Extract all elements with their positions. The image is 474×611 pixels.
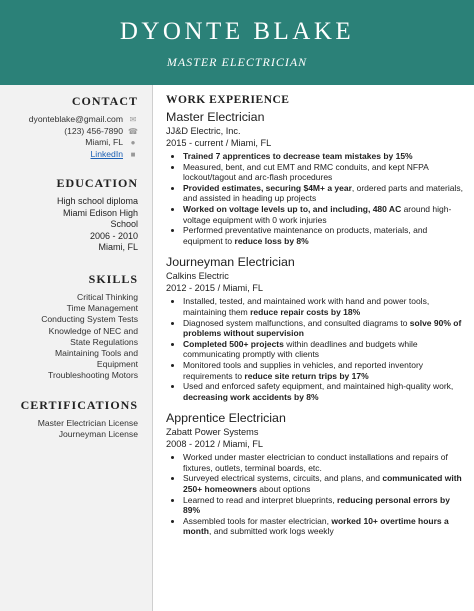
job-bullet xyxy=(183,204,466,225)
bullet-highlight: solve 90% of problems without supervision xyxy=(183,317,462,339)
job-company: Calkins Electric xyxy=(166,271,229,282)
bullet-text: , and submitted work logs weekly xyxy=(208,526,334,537)
linkedin-link[interactable]: LinkedIn xyxy=(90,148,123,159)
job-bullet xyxy=(183,495,466,516)
bullet-text: Performed preventative maintenance on products, materials, and equipment to xyxy=(183,225,428,246)
job-bullet xyxy=(183,473,466,494)
job-bullet xyxy=(183,381,466,402)
sidebar xyxy=(0,85,153,611)
job-bullet xyxy=(183,151,466,162)
contact-heading: CONTACT xyxy=(71,94,138,108)
job-entry xyxy=(166,255,466,402)
job-bullet xyxy=(183,452,466,473)
email-row xyxy=(29,114,138,126)
bullet-text: around high-voltage equipment with 0 work injuries xyxy=(183,203,452,225)
header-banner xyxy=(0,0,474,85)
bullet-text: about options xyxy=(256,484,311,495)
skill-item: Equipment xyxy=(96,359,138,370)
job-entry xyxy=(166,411,466,537)
skill-item: Time Management xyxy=(66,303,138,314)
location-text: Miami, FL xyxy=(85,137,123,148)
skill-item: Conducting System Tests xyxy=(41,314,138,325)
education-line: School xyxy=(110,219,138,230)
education-line: High school diploma xyxy=(56,196,138,206)
bullet-highlight: worked 10+ overtime hours a month xyxy=(183,515,449,537)
phone-icon: ☎ xyxy=(128,126,138,136)
skill-item: Troubleshooting Motors xyxy=(48,370,138,381)
certifications-heading: CERTIFICATIONS xyxy=(20,398,138,412)
skill-item: Maintaining Tools and xyxy=(55,348,138,359)
candidate-title: MASTER ELECTRICIAN xyxy=(166,55,308,69)
bullet-highlight: Trained 7 apprentices to decrease team mistakes by 15% xyxy=(183,151,413,161)
job-list xyxy=(166,110,466,537)
job-bullet xyxy=(183,225,466,246)
bullet-text: Monitored tools and supplies in vehicles, and reported inventory requirements to xyxy=(183,359,424,381)
job-dates: 2008 - 2012 / Miami, FL xyxy=(166,439,264,450)
job-bullet-list xyxy=(166,151,466,246)
job-title: Journeyman Electrician xyxy=(166,255,295,270)
job-dates: 2012 - 2015 / Miami, FL xyxy=(166,283,264,294)
education-section xyxy=(57,176,138,254)
job-company: Zabatt Power Systems xyxy=(166,427,259,438)
bullet-text: Worked under master electrician to conduct installations and repairs of fixtures, outlets, terminal boards, etc. xyxy=(183,452,448,473)
job-bullet xyxy=(183,516,466,537)
bullet-text: Used and enforced safety equipment, and maintained high-quality work, xyxy=(183,381,454,392)
bullet-highlight: communicated with 250+ homeowners xyxy=(183,473,462,495)
bullet-highlight: reduce repair costs by 18% xyxy=(250,306,361,317)
job-company: JJ&D Electric, Inc. xyxy=(166,126,241,136)
job-bullet-list xyxy=(166,296,466,402)
skill-item: State Regulations xyxy=(70,336,138,347)
bullet-text: Surveyed electrical systems, circuits, and plans, and xyxy=(183,473,383,484)
phone-text: (123) 456-7890 xyxy=(64,125,123,136)
bullet-text: Assembled tools for master electrician, xyxy=(183,515,332,526)
job-dates: 2015 - current / Miami, FL xyxy=(166,138,272,148)
job-bullet xyxy=(183,183,466,204)
main-content xyxy=(166,94,466,546)
education-line: Miami Edison High xyxy=(62,207,138,218)
bullet-highlight: reduce loss by 8% xyxy=(234,235,309,246)
bullet-highlight: reduce site return trips by 17% xyxy=(244,370,369,381)
skills-heading: SKILLS xyxy=(88,272,138,286)
job-bullet xyxy=(183,339,466,360)
job-title: Master Electrician xyxy=(166,110,265,124)
skill-item: Knowledge of NEC and xyxy=(48,325,138,336)
linkedin-icon: ■ xyxy=(130,149,136,159)
bullet-highlight: Completed 500+ projects xyxy=(183,338,284,349)
skill-item: Critical Thinking xyxy=(77,292,138,302)
job-title: Apprentice Electrician xyxy=(166,411,286,426)
job-bullet xyxy=(183,360,466,381)
certification-item: Journeyman License xyxy=(58,429,138,440)
email-text: dyonteblake@gmail.com xyxy=(28,114,123,124)
certification-item: Master Electrician License xyxy=(37,418,138,428)
contact-section xyxy=(29,94,138,160)
bullet-highlight: Provided estimates, securing $4M+ a year xyxy=(183,182,352,193)
envelope-icon: ✉ xyxy=(129,115,137,124)
job-bullet xyxy=(183,296,466,317)
candidate-name: DYONTE BLAKE xyxy=(119,18,355,45)
location-pin-icon: ● xyxy=(130,138,136,148)
education-line: Miami, FL xyxy=(98,242,138,253)
bullet-text: Diagnosed system malfunctions, and consulted diagrams to xyxy=(183,317,410,328)
bullet-text: Installed, tested, and maintained work with hand and power tools, maintaining them xyxy=(183,296,430,317)
bullet-text: , ordered parts and materials, and assisted in heading up projects xyxy=(183,182,463,204)
job-bullet-list xyxy=(166,452,466,537)
location-row xyxy=(29,137,138,149)
linkedin-row xyxy=(29,149,138,161)
job-bullet xyxy=(183,162,466,183)
experience-heading: WORK EXPERIENCE xyxy=(166,94,290,106)
bullet-highlight: Worked on voltage levels up to, and including, 480 AC xyxy=(183,203,402,214)
bullet-text: Measured, bent, and cut EMT and RMC conduits, and kept NFPA lockout/tagout and arc-flash procedures xyxy=(183,161,429,183)
certifications-section xyxy=(21,398,138,440)
job-entry xyxy=(166,110,466,246)
phone-row xyxy=(29,126,138,138)
bullet-highlight: reducing personal errors by 89% xyxy=(183,494,450,516)
education-line: 2006 - 2010 xyxy=(89,230,138,241)
education-heading: EDUCATION xyxy=(56,176,138,190)
bullet-highlight: decreasing work accidents by 8% xyxy=(183,391,319,402)
bullet-text: within deadlines and budgets while communicating promptly with clients xyxy=(183,338,418,360)
job-bullet xyxy=(183,318,466,339)
bullet-text: Learned to read and interpret blueprints, xyxy=(183,494,338,505)
skills-section xyxy=(41,272,138,382)
